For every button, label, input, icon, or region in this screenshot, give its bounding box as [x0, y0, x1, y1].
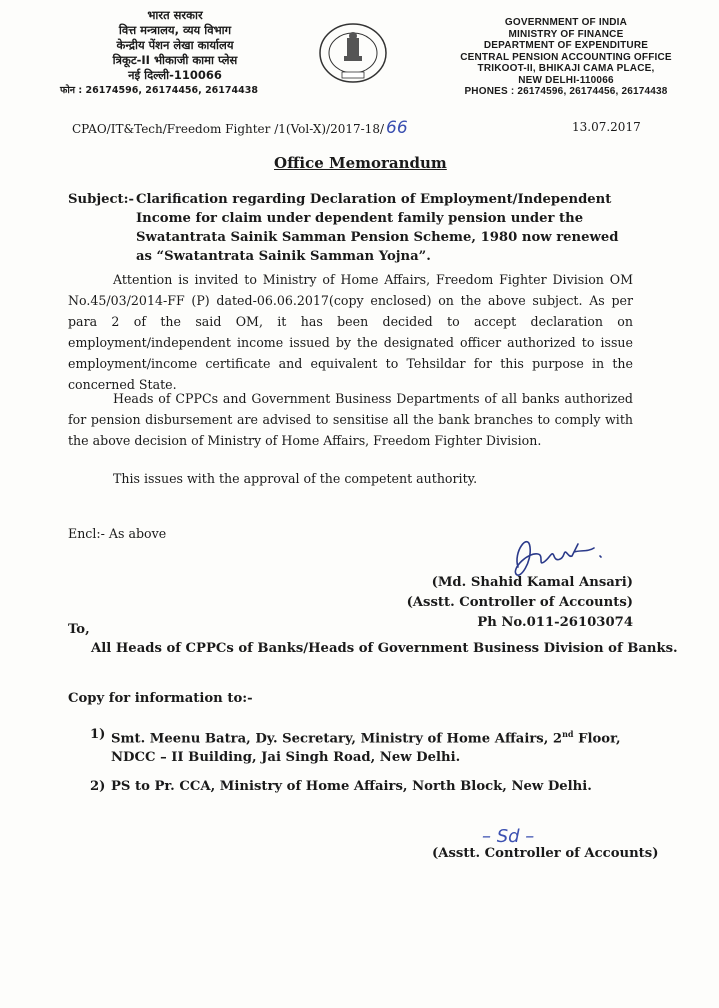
hindi-line: केन्द्रीय पेंशन लेखा कार्यालय	[116, 38, 234, 52]
signatory-block	[407, 573, 633, 633]
hindi-line: भारत सरकार	[147, 8, 203, 22]
page-title: Office Memorandum	[274, 154, 447, 172]
paragraph-1: Attention is invited to Ministry of Home Affairs, Freedom Fighter Division OM No.45/03/2014-FF (P) dated-06.06.2017(copy enclosed) on the above subject. As per para 2 of the said OM, it has been decided to accept declaration on employment/independent income issued by the designated officer authorized to issue employment/income certificate and equivalent to Tehsildar for this purpose in the concerned State.	[68, 272, 633, 392]
english-line: PHONES : 26174596, 26174456, 26174438	[464, 86, 668, 97]
copy-item	[90, 725, 635, 767]
hindi-line: वित्त मन्त्रालय, व्यय विभाग	[118, 23, 232, 37]
copy-item	[90, 777, 635, 796]
english-line: MINISTRY OF FINANCE	[508, 28, 624, 40]
signatory-designation: (Asstt. Controller of Accounts)	[406, 595, 633, 610]
final-designation: (Asstt. Controller of Accounts)	[432, 846, 659, 861]
paragraph-2: Heads of CPPCs and Government Business Departments of all banks authorized for pension disbursement are advised to sensitise all the bank branches to comply with the above decision of Ministry of Home Affairs, Freedom Fighter Division.	[68, 391, 633, 448]
signatory-phone: Ph No.011-26103074	[477, 615, 633, 630]
svg-text:– Sd –: – Sd –	[482, 826, 535, 847]
copy-item-number: 2)	[90, 779, 106, 794]
english-line: CENTRAL PENSION ACCOUNTING OFFICE	[460, 51, 672, 63]
handwritten-number: 66	[386, 118, 408, 138]
to-label: To,	[68, 622, 90, 637]
english-letterhead	[430, 17, 702, 98]
hindi-line: नई दिल्ली-110066	[128, 68, 222, 82]
hindi-letterhead	[60, 8, 280, 98]
paragraph-3: This issues with the approval of the competent authority.	[113, 471, 478, 486]
reference-prefix: CPAO/IT&Tech/Freedom Fighter /1(Vol-X)/2017-18/	[72, 122, 384, 136]
recipients: All Heads of CPPCs of Banks/Heads of Government Business Division of Banks.	[91, 641, 678, 656]
office-seal-icon	[318, 22, 388, 84]
subject-label: Subject:-	[68, 192, 134, 207]
enclosure: Encl:- As above	[68, 526, 167, 541]
hindi-phone: फोन : 26174596, 26174456, 26174438	[60, 85, 258, 96]
copy-item-text: Smt. Meenu Batra, Dy. Secretary, Ministry of Home Affairs, 2nd Floor, NDCC – II Building, Jai Singh Road, New Delhi.	[111, 729, 621, 766]
copy-item-text: PS to Pr. CCA, Ministry of Home Affairs, North Block, New Delhi.	[111, 779, 592, 794]
english-line: NEW DELHI-110066	[518, 74, 614, 86]
copy-label: Copy for information to:-	[68, 691, 253, 706]
signatory-name: (Md. Shahid Kamal Ansari)	[431, 575, 633, 590]
copy-item-number: 1)	[90, 727, 106, 742]
hindi-line: त्रिकूट-II भीकाजी कामा प्लेस	[112, 53, 238, 67]
english-line: GOVERNMENT OF INDIA	[504, 17, 628, 28]
reference-number	[72, 118, 408, 138]
memo-date: 13.07.2017	[572, 120, 641, 134]
subject	[68, 190, 628, 266]
subject-text: Clarification regarding Declaration of Employment/Independent Income for claim under dependent family pension under the Swatantrata Sainik Samman Pension Scheme, 1980 now renewed as “Swatantrata Sainik Samman Yojna”.	[136, 192, 619, 264]
english-line: TRIKOOT-II, BHIKAJI CAMA PLACE,	[477, 63, 655, 74]
english-line: DEPARTMENT OF EXPENDITURE	[483, 40, 649, 51]
